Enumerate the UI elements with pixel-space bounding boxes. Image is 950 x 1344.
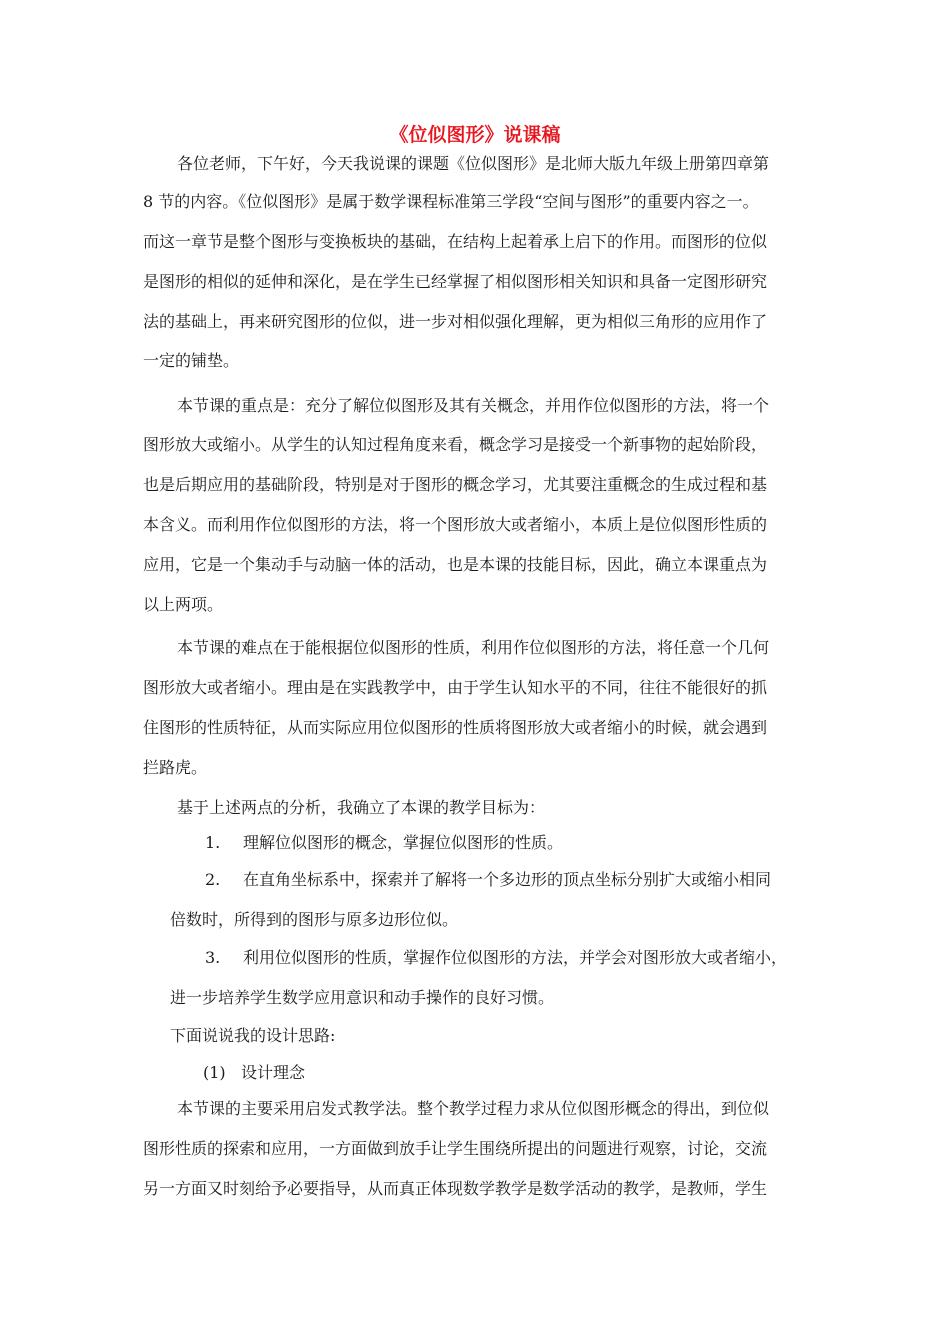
paragraph-line: 基于上述两点的分析，我确立了本课的教学目标为： — [177, 798, 546, 817]
list-item — [203, 1061, 305, 1085]
paragraph-line: 本节课的重点是：充分了解位似图形及其有关概念，并用作位似图形的方法，将一个 — [177, 396, 770, 415]
paragraph-line: 也是后期应用的基础阶段，特别是对于图形的概念学习，尤其要注重概念的生成过程和基 — [143, 475, 768, 494]
list-marker: 1. — [205, 833, 221, 852]
paragraph-line: 各位老师，下午好，今天我说课的课题《位似图形》是北师大版九年级上册第四章第 — [177, 154, 770, 173]
list-text: 利用位似图形的性质，掌握作位似图形的方法，并学会对图形放大或者缩小， — [243, 948, 788, 967]
paragraph-line: 一定的铺垫。 — [143, 351, 240, 370]
paragraph-line: 8 节的内容。《位似图形》是属于数学课程标准第三学段“空间与图形”的重要内容之一。 — [143, 192, 759, 211]
paragraph-line: 本含义。而利用作位似图形的方法，将一个图形放大或者缩小，本质上是位似图形性质的 — [143, 515, 768, 534]
paragraph-line: 进一步培养学生数学应用意识和动手操作的良好习惯。 — [170, 988, 555, 1007]
list-marker: 3. — [205, 948, 221, 967]
list-item — [205, 831, 563, 855]
paragraph-line: 而这一章节是整个图形与变换板块的基础，在结构上起着承上启下的作用。而图形的位似 — [143, 232, 768, 251]
list-text: 理解位似图形的概念，掌握位似图形的性质。 — [243, 833, 564, 852]
list-marker: (1) — [203, 1063, 226, 1082]
paragraph-line: 图形放大或者缩小。理由是在实践教学中，由于学生认知水平的不同，往往不能很好的抓 — [143, 678, 768, 697]
paragraph-line: 图形放大或缩小。从学生的认知过程角度来看，概念学习是接受一个新事物的起始阶段， — [143, 435, 768, 454]
paragraph-line: 应用，它是一个集动手与动脑一体的活动，也是本课的技能目标，因此，确立本课重点为 — [143, 555, 768, 574]
paragraph-line: 下面说说我的设计思路: — [170, 1026, 336, 1045]
list-item — [205, 868, 771, 892]
paragraph-line: 本节课的难点在于能根据位似图形的性质，利用作位似图形的方法，将任意一个几何 — [177, 638, 770, 657]
list-text: 设计理念 — [241, 1063, 306, 1082]
paragraph-line: 是图形的相似的延伸和深化，是在学生已经掌握了相似图形相关知识和具备一定图形研究 — [143, 272, 768, 291]
paragraph-line: 倍数时，所得到的图形与原多边形位似。 — [170, 910, 459, 929]
paragraph-line: 另一方面又时刻给予必要指导，从而真正体现数学教学是数学活动的教学，是教师，学生 — [143, 1179, 768, 1198]
list-item — [205, 946, 787, 970]
document-title: 《位似图形》说课稿 — [389, 124, 561, 146]
paragraph-line: 本节课的主要采用启发式教学法。整个教学过程力求从位似图形概念的得出，到位似 — [177, 1099, 770, 1118]
paragraph-line: 住图形的性质特征，从而实际应用位似图形的性质将图形放大或者缩小的时候，就会遇到 — [143, 718, 768, 737]
paragraph-line: 以上两项。 — [143, 595, 224, 614]
paragraph-line: 拦路虎。 — [143, 758, 208, 777]
list-marker: 2. — [205, 870, 221, 889]
paragraph-line: 法的基础上，再来研究图形的位似，进一步对相似强化理解，更为相似三角形的应用作了 — [143, 312, 768, 331]
list-text: 在直角坐标系中，探索并了解将一个多边形的顶点坐标分别扩大或缩小相同 — [243, 870, 772, 889]
paragraph-line: 图形性质的探索和应用，一方面做到放手让学生围绕所提出的问题进行观察，讨论，交流 — [143, 1139, 768, 1158]
